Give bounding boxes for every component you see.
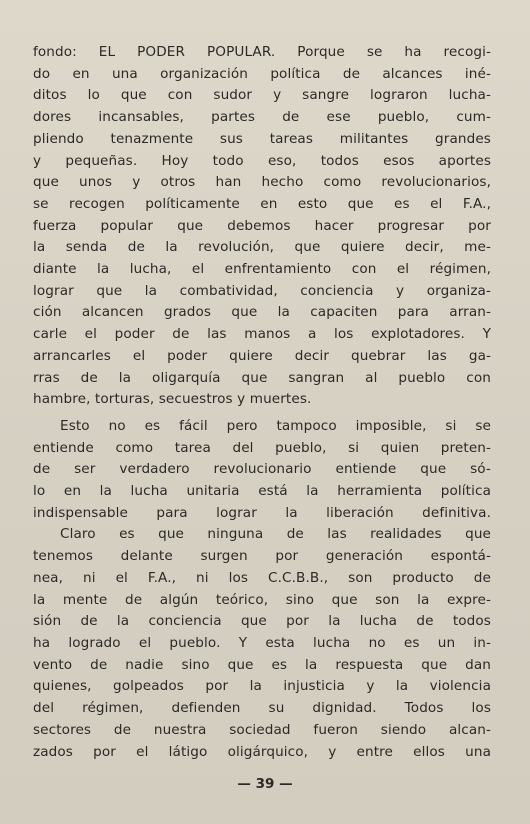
text-line: que unos y otros han hecho como revolucionarios, [33, 174, 491, 191]
text-line: de ser verdadero revolucionario entiende que só- [33, 461, 491, 478]
text-line: ha logrado el pueblo. Y esta lucha no es un in- [33, 634, 491, 651]
text-line: tenemos delante surgen por generación espontá- [33, 548, 491, 565]
text-line: sión de la conciencia que por la lucha de todos [33, 613, 491, 630]
body-text [33, 42, 491, 763]
text-line: dores incansables, partes de ese pueblo, cum- [33, 109, 491, 126]
text-line: pliendo tenazmente sus tareas militantes grandes [33, 130, 491, 147]
text-line: Esto no es fácil pero tampoco imposible, si se [60, 417, 491, 434]
text-line: hambre, torturas, secuestros y muertes. [33, 391, 312, 408]
text-line: fondo: EL PODER POPULAR. Porque se ha recogi- [33, 44, 491, 60]
text-line: diante la lucha, el enfrentamiento con el régimen, [33, 261, 491, 278]
text-line: lo en la lucha unitaria está la herramienta política [33, 483, 491, 500]
text-line: carle el poder de las manos a los explotadores. Y [33, 326, 491, 343]
text-line: ditos lo que con sudor y sangre lograron lucha- [33, 87, 491, 104]
text-line: la senda de la revolución, que quiere decir, me- [33, 239, 491, 256]
text-line: Claro es que ninguna de las realidades que [60, 526, 491, 543]
text-line: fuerza popular que debemos hacer progresar por [33, 217, 491, 234]
text-line: indispensable para lograr la liberación definitiva. [33, 504, 491, 521]
text-line: del régimen, defienden su dignidad. Todos los [33, 700, 491, 717]
text-line: zados por el látigo oligárquico, y entre ellos una [33, 743, 491, 760]
text-line: sectores de nuestra sociedad fueron siendo alcan- [33, 721, 491, 738]
paragraph [33, 416, 491, 525]
text-line: y pequeñas. Hoy todo eso, todos esos aportes [33, 152, 491, 169]
paragraph [33, 524, 491, 763]
text-line: entiende como tarea del pueblo, si quien preten- [33, 439, 491, 456]
page-number: — 39 — [237, 776, 293, 792]
text-line: quienes, golpeados por la injusticia y la violencia [33, 678, 491, 695]
text-line: nea, ni el F.A., ni los C.C.B.B., son producto de [33, 569, 491, 586]
text-line: la mente de algún teórico, sino que son la expre- [33, 591, 491, 608]
paragraph [33, 42, 491, 411]
text-line: se recogen políticamente en esto que es el F.A., [33, 195, 491, 212]
text-line: ción alcancen grados que la capaciten para arran- [33, 304, 491, 321]
text-line: rras de la oligarquía que sangran al pueblo con [33, 369, 491, 386]
text-line: vento de nadie sino que es la respuesta que dan [33, 656, 491, 673]
text-line: arrancarles el poder quiere decir quebrar las ga- [33, 347, 491, 364]
text-line: do en una organización política de alcances iné- [33, 65, 491, 82]
text-line: lograr que la combatividad, conciencia y organiza- [33, 282, 491, 299]
